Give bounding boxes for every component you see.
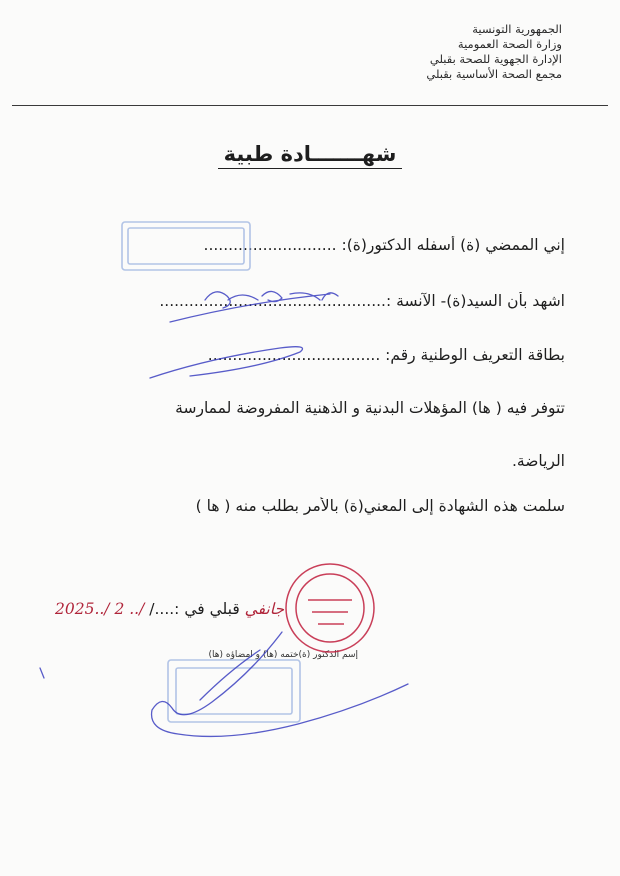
issued-on-request-line: سلمت هذه الشهادة إلى المعني(ة) بالأمر بطلب منه ( ها )	[195, 497, 565, 515]
doctor-line: إني الممضي (ة) أسفله الدكتور(ة): ...........................	[203, 236, 565, 254]
letterhead	[322, 22, 562, 82]
handwritten-date: 2025../ 2 ../ جانفي	[55, 600, 285, 618]
patient-name-line: اشهد بأن السيد(ة)- الآنسة :..............................................	[159, 292, 565, 310]
document-title	[0, 142, 620, 166]
margin-mark	[40, 668, 44, 678]
place-date-line	[55, 600, 315, 618]
faint-blue-stamp-bottom	[168, 660, 300, 722]
signature-caption: إسم الدكتور (ة)ختمه (ها) و امضاؤه (ها)	[208, 650, 358, 660]
title-text: شهـــــــادة طبية	[218, 142, 403, 169]
id-card-line: بطاقة التعريف الوطنية رقم: ...................................	[207, 346, 565, 364]
header-divider	[12, 105, 608, 106]
letterhead-ministry: وزارة الصحة العمومية	[457, 37, 562, 51]
letterhead-health-complex: مجمع الصحة الأساسية بقبلي	[426, 67, 562, 81]
letterhead-regional-directorate: الإدارة الجهوية للصحة بقبلي	[429, 52, 562, 66]
letterhead-republic: الجمهورية التونسية	[472, 22, 562, 36]
sport-line: الرياضة.	[511, 452, 565, 470]
doctor-signature	[152, 632, 408, 736]
fitness-statement-line: تتوفر فيه ( ها) المؤهلات البدنية و الذهنية المفروضة لممارسة	[175, 399, 565, 417]
place-date-label: قبلي في :..../	[149, 600, 240, 618]
